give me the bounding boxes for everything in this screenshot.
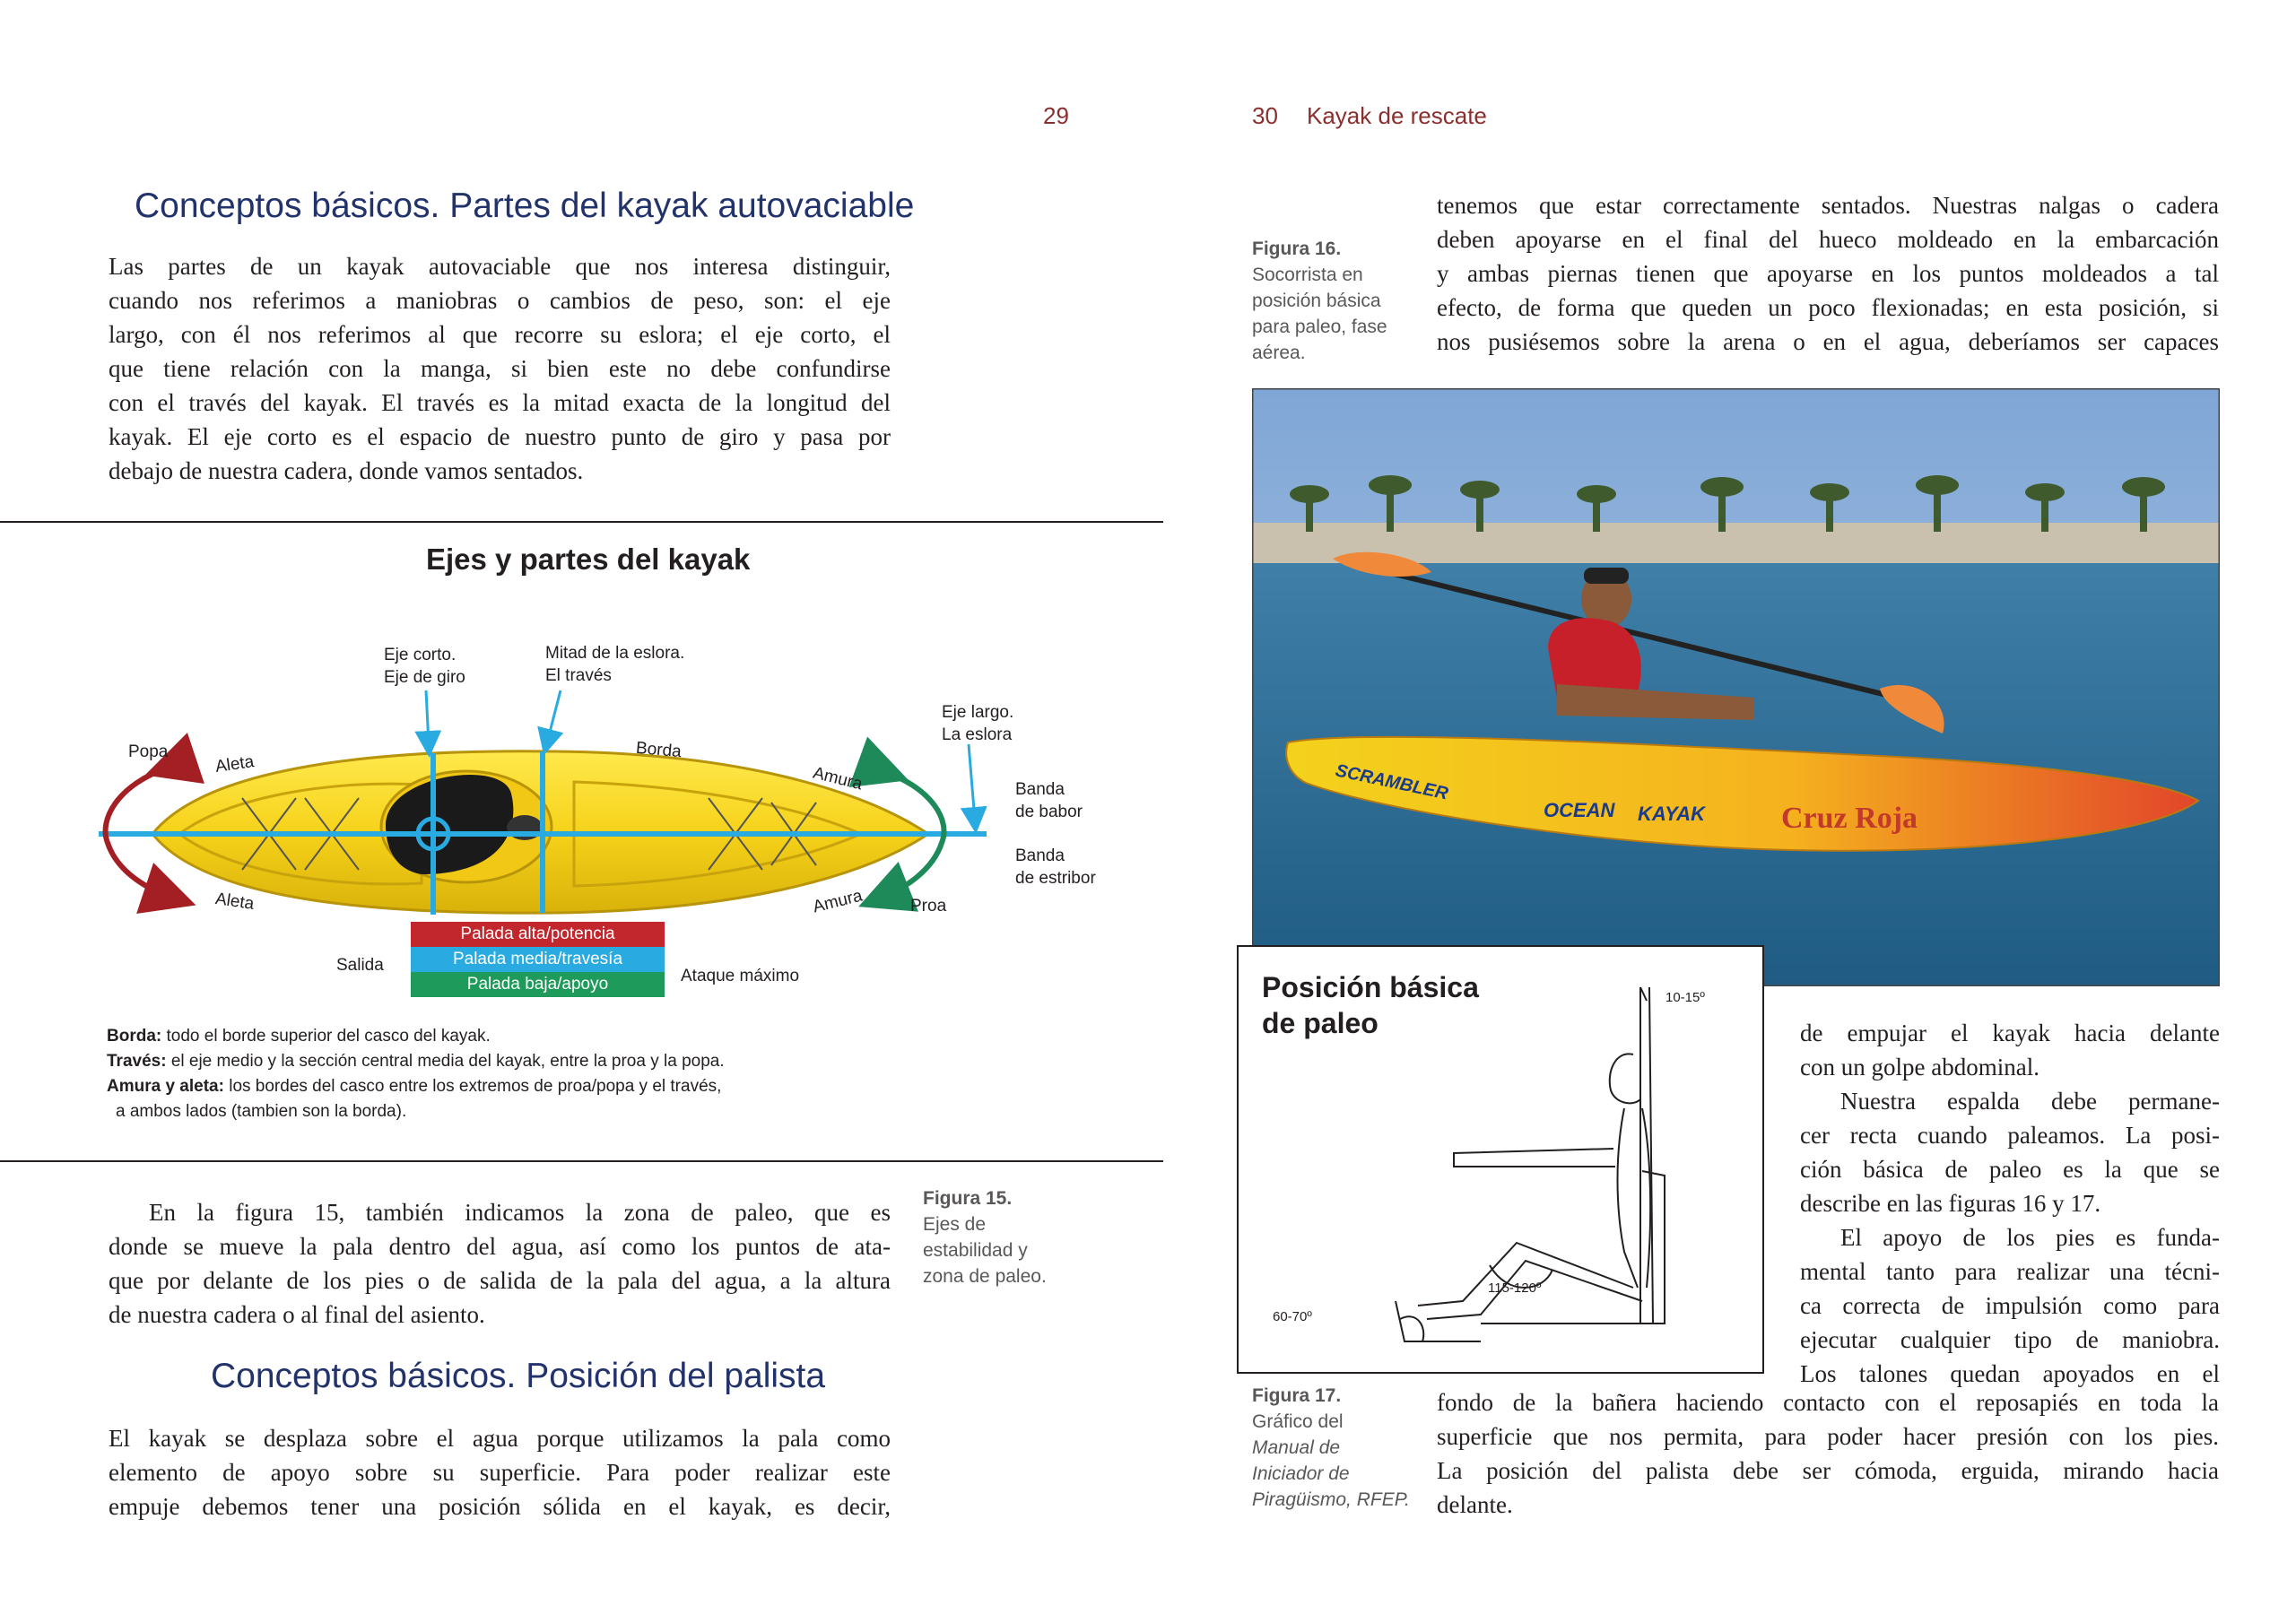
text-line: cuando nos referimos a maniobras o cambios de peso, son: el eje [109,287,891,314]
text-line: delante. [1437,1491,1513,1518]
label-proa: Proa [910,897,947,916]
kayak-photo [1252,388,2220,986]
text-line: nos pusiésemos sobre la arena o en el agua, deberíamos ser capaces [1437,328,2219,355]
text-line: El kayak se desplaza sobre el agua porque utilizamos la pala como [109,1425,891,1452]
label-salida: Salida [336,956,384,975]
photo-text-scrambler: SCRAMBLER [1333,760,1450,804]
figure-17-caption: Figura 17. Gráfico del Manual de Iniciador de Piragüismo, RFEP. [1252,1385,1410,1510]
label-banda-babor: Banda de babor [1015,780,1083,821]
label-aleta-bottom: Aleta [213,890,256,914]
text-line: El apoyo de los pies es funda- [1840,1224,2220,1251]
text-line: ca correcta de impulsión como para [1800,1292,2220,1319]
diagram-legend [107,1024,914,1124]
text-line: debajo de nuestra cadera, donde vamos sentados. [109,457,584,484]
label-aleta-top: Aleta [213,752,256,777]
figure-17-box [1237,945,1764,1374]
text-line: efecto, de forma que queden un poco flexionadas; en esta posición, si [1437,294,2219,321]
label-amura-bottom: Amura [811,886,865,917]
text-line: tenemos que estar correctamente sentados. Nuestras nalgas o cadera [1437,192,2219,219]
legend-line: Través: el eje medio y la sección central media del kayak, entre la proa y la popa. [107,1052,725,1071]
text-line: donde se mueve la pala dentro del agua, así como los puntos de ata- [109,1233,891,1260]
label-borda: Borda [635,738,683,762]
text-line: kayak. El eje corto es el espacio de nuestro punto de giro y pasa por [109,423,891,450]
text-line: cer recta cuando paleamos. La posi- [1800,1122,2220,1149]
text-line: y ambas piernas tienen que apoyarse en los puntos moldeados a tal [1437,260,2219,287]
photo-text-cruz-roja: Cruz Roja [1781,802,1918,835]
photo-text-ocean: OCEAN [1544,799,1615,821]
text-line: La posición del palista debe ser cómoda, erguida, mirando hacia [1437,1457,2219,1484]
paragraph-sentados [1437,188,2219,359]
label-ataque-maximo: Ataque máximo [681,967,800,985]
label-popa: Popa [128,742,169,761]
section-heading-posicion: Conceptos básicos. Posición del palista [211,1357,826,1395]
figure-17-title: Posición básica de paleo [1262,971,1479,1039]
label-banda-estribor: Banda de estribor [1015,846,1096,888]
text-line: describe en las figuras 16 y 17. [1800,1190,2101,1217]
angle-label-top: 10-15º [1665,990,1705,1005]
text-line: Los talones quedan apoyados en el [1800,1360,2220,1387]
text-line: con el través del kayak. El través es la mitad exacta de la longitud del [109,389,891,416]
paragraph-talones [1437,1385,2219,1522]
text-line: superficie que nos permita, para poder hacer presión con los pies. [1437,1423,2219,1450]
text-line: largo, con él nos referimos al que recorre su eslora; el eje corto, el [109,321,891,348]
text-line: Las partes de un kayak autovaciable que nos interesa distinguir, [109,253,891,280]
text-line: En la figura 15, también indicamos la zona de paleo, que es [149,1199,891,1226]
text-line: mental tanto para realizar una técni- [1800,1258,2220,1285]
text-line: con un golpe abdominal. [1800,1054,2039,1081]
text-line: que por delante de los pies o de salida de la pala del agua, a la altura [109,1267,891,1294]
figure-16-caption: Figura 16. Socorrista en posición básica para paleo, fase aérea. [1252,239,1387,363]
label-amura-top: Amura [811,763,865,794]
legend-line: Amura y aleta: los bordes del casco entre los extremos de proa/popa y el través, [107,1077,722,1096]
posture-drawing [1239,947,1762,1372]
text-line: Nuestra espalda debe permane- [1840,1088,2220,1115]
legend-line: Borda: todo el borde superior del casco del kayak. [107,1027,491,1046]
label-mitad-eslora: Mitad de la eslora. El través [545,644,685,685]
angle-label-foot: 60-70º [1273,1309,1312,1324]
page-number-right: 30 [1252,102,1278,129]
paragraph-partes [109,249,891,488]
bar-palada-alta: Palada alta/potencia [411,922,665,947]
text-line: elemento de apoyo sobre su superficie. Para poder realizar este [109,1459,891,1486]
paragraph-zona-paleo [109,1195,891,1332]
photo-text-kayak: KAYAK [1638,803,1705,825]
section-heading-partes: Conceptos básicos. Partes del kayak autovaciable [135,187,915,225]
text-line: de nuestra cadera o al final del asiento. [109,1301,485,1328]
text-line: ción básica de paleo es la que se [1800,1156,2220,1183]
text-line: empuje debemos tener una posición sólida en el kayak, es decir, [109,1493,891,1520]
text-line: de empujar el kayak hacia delante [1800,1020,2220,1046]
figure-bottom-rule [0,1160,1163,1162]
paragraph-posicion [109,1421,891,1523]
text-line: que tiene relación con la manga, si bien este no debe confundirse [109,355,891,382]
text-line: deben apoyarse en el final del hueco moldeado en la embarcación [1437,226,2219,253]
bar-palada-baja: Palada baja/apoyo [411,972,665,997]
figure-top-rule [0,521,1163,523]
paragraph-espalda [1800,1016,2220,1391]
bar-palada-media: Palada media/travesía [411,947,665,972]
angle-label-knee: 115-120º [1488,1280,1542,1296]
label-eje-corto: Eje corto. Eje de giro [384,646,465,687]
running-title: Kayak de rescate [1307,102,1487,129]
diagram-title: Ejes y partes del kayak [426,542,751,576]
text-line: fondo de la bañera haciendo contacto con el reposapiés en toda la [1437,1389,2219,1416]
page-number-left: 29 [1043,102,1069,129]
legend-line: a ambos lados (tambien son la borda). [116,1102,407,1121]
label-eje-largo: Eje largo. La eslora [942,703,1014,744]
text-line: ejecutar cualquier tipo de maniobra. [1800,1326,2220,1353]
figure-15-caption: Figura 15. Ejes de estabilidad y zona de paleo. [923,1188,1047,1287]
